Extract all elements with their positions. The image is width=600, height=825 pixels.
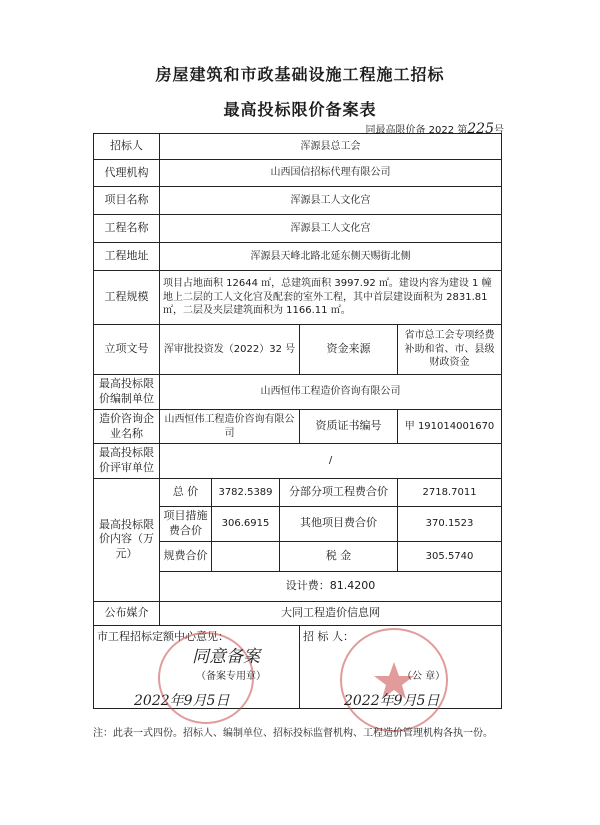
- value-cert: 甲 191014001670: [398, 409, 502, 444]
- value-fee: [212, 541, 280, 571]
- value-tenderer: 浑源县总工会: [160, 134, 502, 160]
- record-table: [93, 133, 502, 709]
- value-media: 大同工程造价信息网: [160, 601, 502, 625]
- document-number-handwritten: 225: [467, 121, 494, 137]
- label-review: 最高投标限价评审单位: [94, 444, 160, 479]
- row-tenderer: [94, 134, 502, 160]
- row-consult: [94, 409, 502, 444]
- value-compiler: 山西恒伟工程造价咨询有限公司: [160, 375, 502, 410]
- row-media: [94, 601, 502, 625]
- label-fee: 规费合价: [160, 541, 212, 571]
- row-review: [94, 444, 502, 479]
- value-scale: 项目占地面积 12644 ㎡，总建筑面积 3997.92 ㎡。建设内容为建设 1 幢地上二层的工人文化宫及配套的室外工程，其中首层建设面积为 2831.81 ㎡，二层及夹层建筑面积为 1166.11 ㎡。: [160, 271, 502, 325]
- value-approval: 浑审批投资发（2022）32 号: [160, 325, 300, 375]
- label-subitem: 分部分项工程费合价: [280, 479, 398, 507]
- left-stamp-caption: （备案专用章）: [196, 670, 266, 682]
- value-total: 3782.5389: [212, 479, 280, 507]
- row-scale: [94, 271, 502, 325]
- row-total: [94, 479, 502, 507]
- value-tax: 305.5740: [398, 541, 502, 571]
- label-content: 最高投标限价内容（万元）: [94, 479, 160, 602]
- row-engineering: [94, 215, 502, 243]
- label-tax: 税 金: [280, 541, 398, 571]
- label-compiler: 最高投标限价编制单位: [94, 375, 160, 410]
- value-subitem: 2718.7011: [398, 479, 502, 507]
- document-number-prefix: 同最高限价备 2022 第: [365, 125, 468, 136]
- document-number-suffix: 号: [494, 125, 504, 136]
- value-review: /: [160, 444, 502, 479]
- left-signature-title: 市工程招标定额中心意见：: [97, 629, 229, 643]
- label-total: 总 价: [160, 479, 212, 507]
- label-approval: 立项文号: [94, 325, 160, 375]
- row-address: [94, 243, 502, 271]
- value-agency: 山西国信招标代理有限公司: [160, 160, 502, 187]
- document-title-line1: 房屋建筑和市政基础设施工程施工招标: [155, 65, 445, 84]
- left-signature-block: [94, 625, 300, 708]
- value-engineering: 浑源县工人文化宫: [160, 215, 502, 243]
- value-fund: 省市总工会专项经费补助和省、市、县级财政资金: [398, 325, 502, 375]
- label-other: 其他项目费合价: [280, 507, 398, 542]
- left-date-handwriting: 2022年9月5日: [134, 692, 230, 709]
- row-agency: [94, 160, 502, 187]
- row-approval: [94, 325, 502, 375]
- label-address: 工程地址: [94, 243, 160, 271]
- label-cert: 资质证书编号: [300, 409, 398, 444]
- left-approval-handwriting: 同意备案: [192, 646, 260, 667]
- row-compiler: [94, 375, 502, 410]
- value-address: 浑源县天峰北路北延东侧天赐街北侧: [160, 243, 502, 271]
- right-stamp-caption: （公 章）: [402, 670, 446, 682]
- right-signature-block: [300, 625, 502, 708]
- label-media: 公布媒介: [94, 601, 160, 625]
- value-consult: 山西恒伟工程造价咨询有限公司: [160, 409, 300, 444]
- footnote: 注：此表一式四份。招标人、编制单位、招标投标监督机构、工程造价管理机构各执一份。: [93, 728, 493, 739]
- label-project: 项目名称: [94, 187, 160, 215]
- label-tenderer: 招标人: [94, 134, 160, 160]
- document-title-line2: 最高投标限价备案表: [223, 100, 377, 119]
- label-consult: 造价咨询企业名称: [94, 409, 160, 444]
- value-project: 浑源县工人文化宫: [160, 187, 502, 215]
- label-scale: 工程规模: [94, 271, 160, 325]
- right-date-handwriting: 2022年9月5日: [344, 692, 440, 709]
- label-fund: 资金来源: [300, 325, 398, 375]
- label-measure: 项目措施费合价: [160, 507, 212, 542]
- value-measure: 306.6915: [212, 507, 280, 542]
- value-other: 370.1523: [398, 507, 502, 542]
- row-signatures: [94, 625, 502, 708]
- value-design-fee: 设计费：81.4200: [160, 571, 502, 601]
- label-agency: 代理机构: [94, 160, 160, 187]
- right-signature-title: 招 标 人：: [303, 629, 354, 643]
- row-project: [94, 187, 502, 215]
- label-engineering: 工程名称: [94, 215, 160, 243]
